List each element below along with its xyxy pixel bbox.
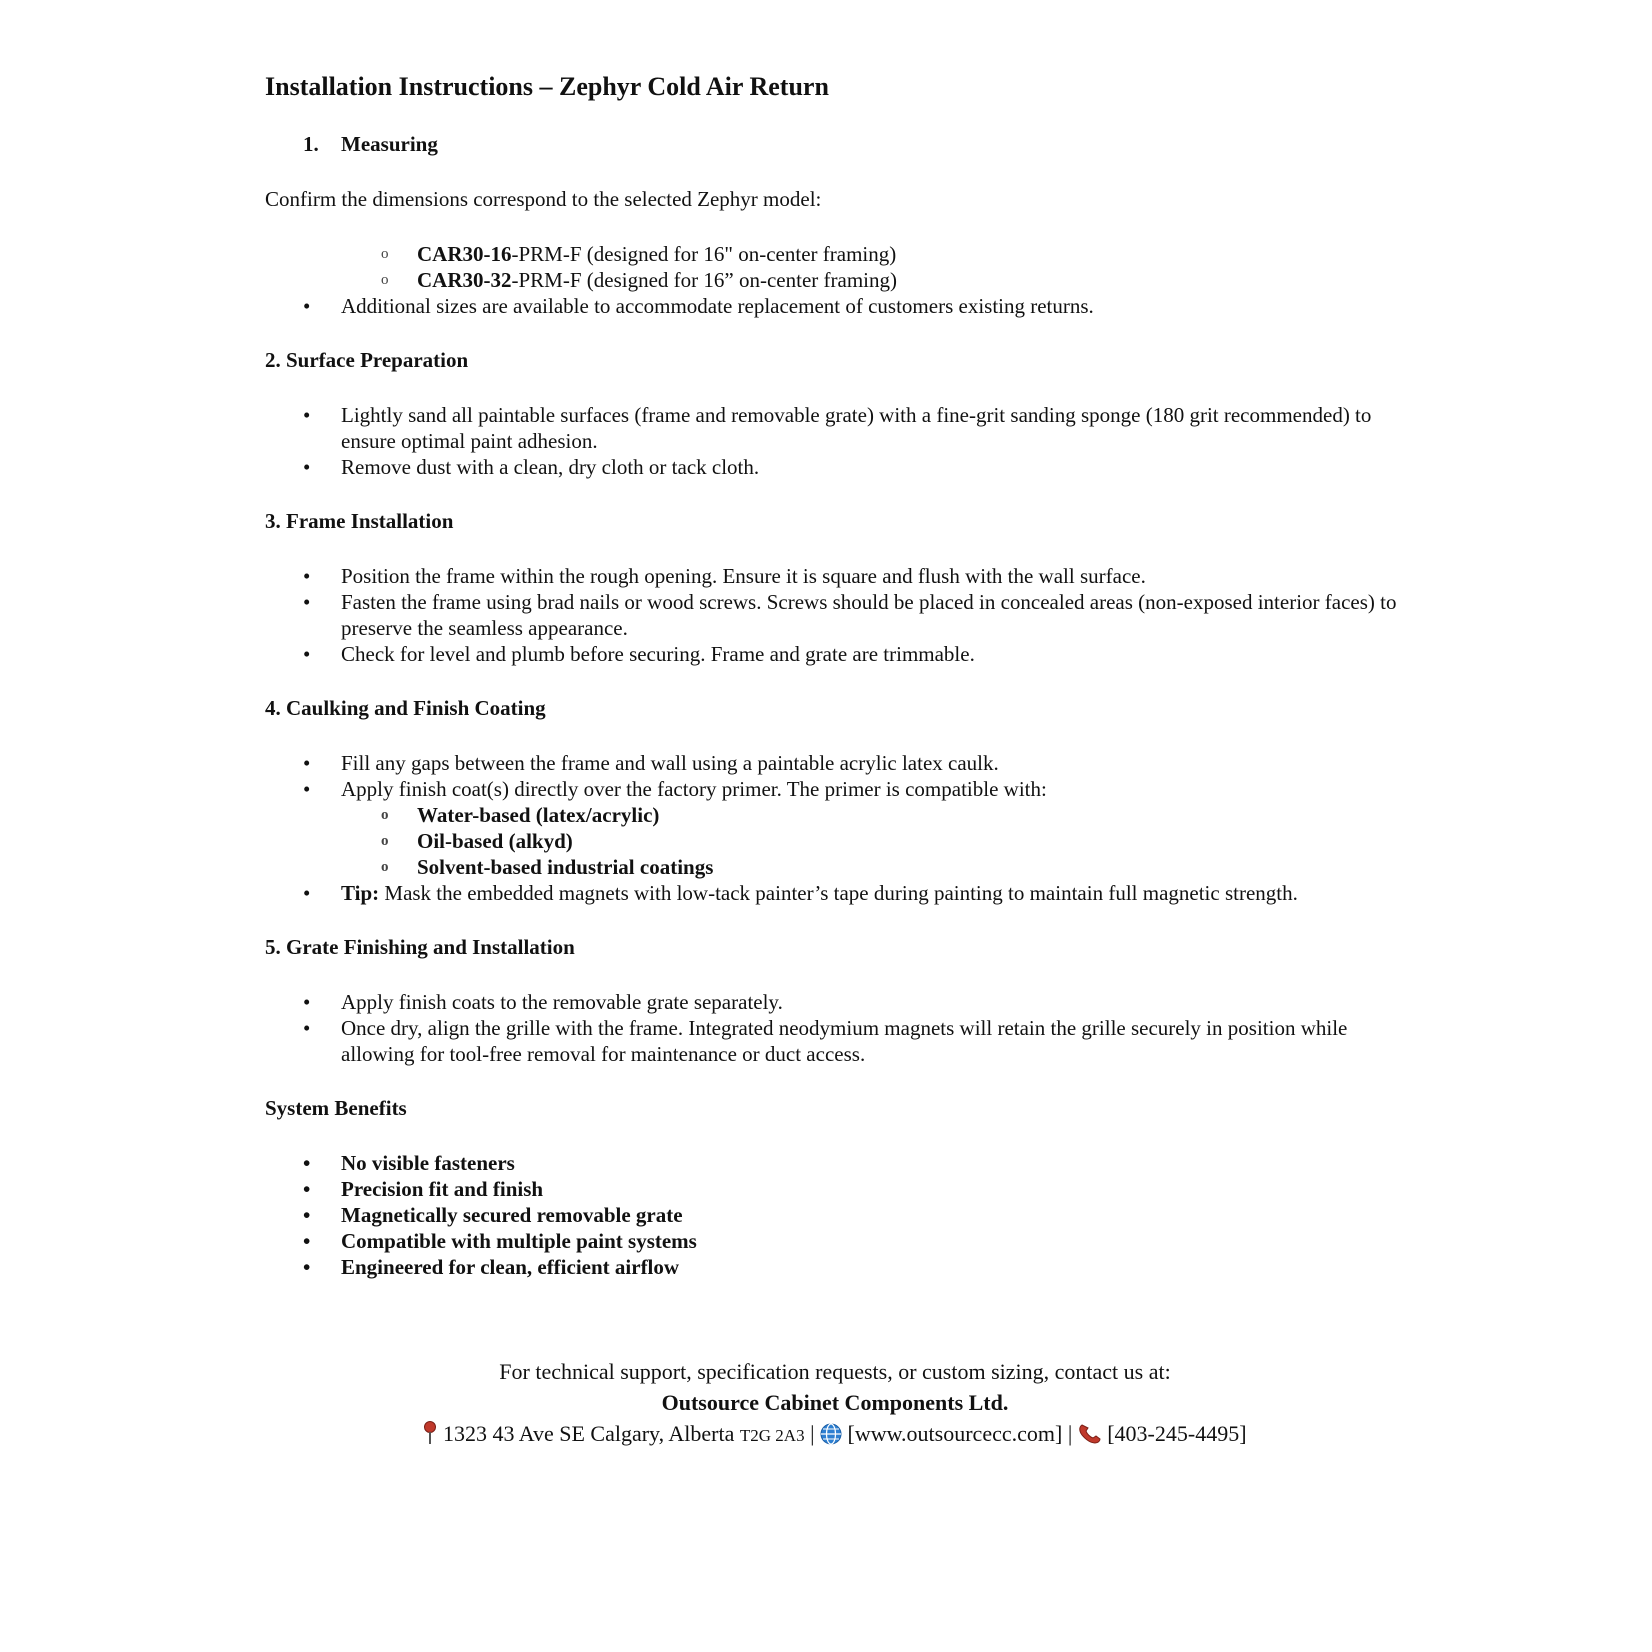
list-item: • Remove dust with a clean, dry cloth or tack cloth. [265, 454, 1405, 480]
separator: | [810, 1421, 815, 1446]
section-3-list [265, 563, 1405, 667]
globe-icon [820, 1422, 842, 1453]
benefits-heading: System Benefits [265, 1096, 407, 1120]
section-2-heading: 2. Surface Preparation [265, 348, 469, 372]
compat-item: o Oil-based (alkyd) [265, 828, 1405, 854]
phone-icon [1078, 1422, 1102, 1453]
tip-item [265, 880, 1405, 906]
section-5-list [265, 989, 1405, 1067]
support-text: For technical support, specification requests, or custom sizing, contact us at: [499, 1359, 1171, 1384]
company-name: Outsource Cabinet Components Ltd. [661, 1390, 1009, 1415]
tip-text: Mask the embedded magnets with low-tack painter’s tape during painting to maintain full magnetic strength. [379, 881, 1298, 905]
page-title: Installation Instructions – Zephyr Cold Air Return [265, 72, 829, 101]
benefits-list [265, 1150, 1405, 1280]
section-4-heading: 4. Caulking and Finish Coating [265, 696, 546, 720]
section-1-intro: Confirm the dimensions correspond to the selected Zephyr model: [265, 187, 822, 211]
compat-item: o Water-based (latex/acrylic) [265, 802, 1405, 828]
section-5-heading: 5. Grate Finishing and Installation [265, 935, 575, 959]
list-item: • Position the frame within the rough opening. Ensure it is square and flush with the wall surface. [265, 563, 1405, 589]
model-code: CAR30-16 [417, 242, 512, 266]
model-code: CAR30-32 [417, 268, 512, 292]
model-item [265, 267, 1405, 293]
model-desc: -PRM-F (designed for 16" on-center framing) [511, 242, 897, 266]
benefit-item: • No visible fasteners [265, 1150, 1405, 1176]
website-link[interactable]: [www.outsourcecc.com] [847, 1421, 1063, 1446]
compat-item: o Solvent-based industrial coatings [265, 854, 1405, 880]
benefit-item: • Engineered for clean, efficient airflow [265, 1254, 1405, 1280]
model-desc: -PRM-F (designed for 16” on-center framing) [511, 268, 897, 292]
contact-line [265, 1418, 1405, 1453]
benefit-item: • Precision fit and finish [265, 1176, 1405, 1202]
list-item: • Apply finish coats to the removable grate separately. [265, 989, 1405, 1015]
section-4-list [265, 750, 1405, 906]
benefit-item: • Magnetically secured removable grate [265, 1202, 1405, 1228]
separator: | [1067, 1421, 1073, 1446]
list-item: • Additional sizes are available to accommodate replacement of customers existing returns. [265, 293, 1405, 319]
list-item: • Lightly sand all paintable surfaces (frame and removable grate) with a fine-grit sanding sponge (180 grit recommended) to ensure optimal paint adhesion. [265, 402, 1405, 454]
list-item: • Fasten the frame using brad nails or wood screws. Screws should be placed in concealed areas (non-exposed interior faces) to preserve the seamless appearance. [265, 589, 1405, 641]
postal-code: T2G 2A3 [739, 1426, 805, 1445]
model-item [265, 241, 1405, 267]
list-item: • Check for level and plumb before securing. Frame and grate are trimmable. [265, 641, 1405, 667]
document-page [265, 72, 1405, 1309]
map-pin-icon [423, 1421, 437, 1453]
section-3-heading: 3. Frame Installation [265, 509, 454, 533]
contact-footer [265, 1356, 1405, 1453]
benefit-item: • Compatible with multiple paint systems [265, 1228, 1405, 1254]
phone-number[interactable]: [403-245-4495] [1107, 1421, 1247, 1446]
tip-label: Tip: [341, 881, 380, 905]
section-2-list [265, 402, 1405, 480]
address: 1323 43 Ave SE Calgary, Alberta [442, 1421, 735, 1446]
list-item: • Apply finish coat(s) directly over the factory primer. The primer is compatible with: [265, 776, 1405, 802]
list-item: • Fill any gaps between the frame and wall using a paintable acrylic latex caulk. [265, 750, 1405, 776]
list-item: • Once dry, align the grille with the frame. Integrated neodymium magnets will retain the grille securely in position while allowing for tool-free removal for maintenance or duct access. [265, 1015, 1405, 1067]
section-1-title: Measuring [341, 132, 438, 156]
section-1-heading [265, 132, 1405, 157]
section-1-number: 1. [303, 132, 319, 156]
model-list [265, 241, 1405, 319]
